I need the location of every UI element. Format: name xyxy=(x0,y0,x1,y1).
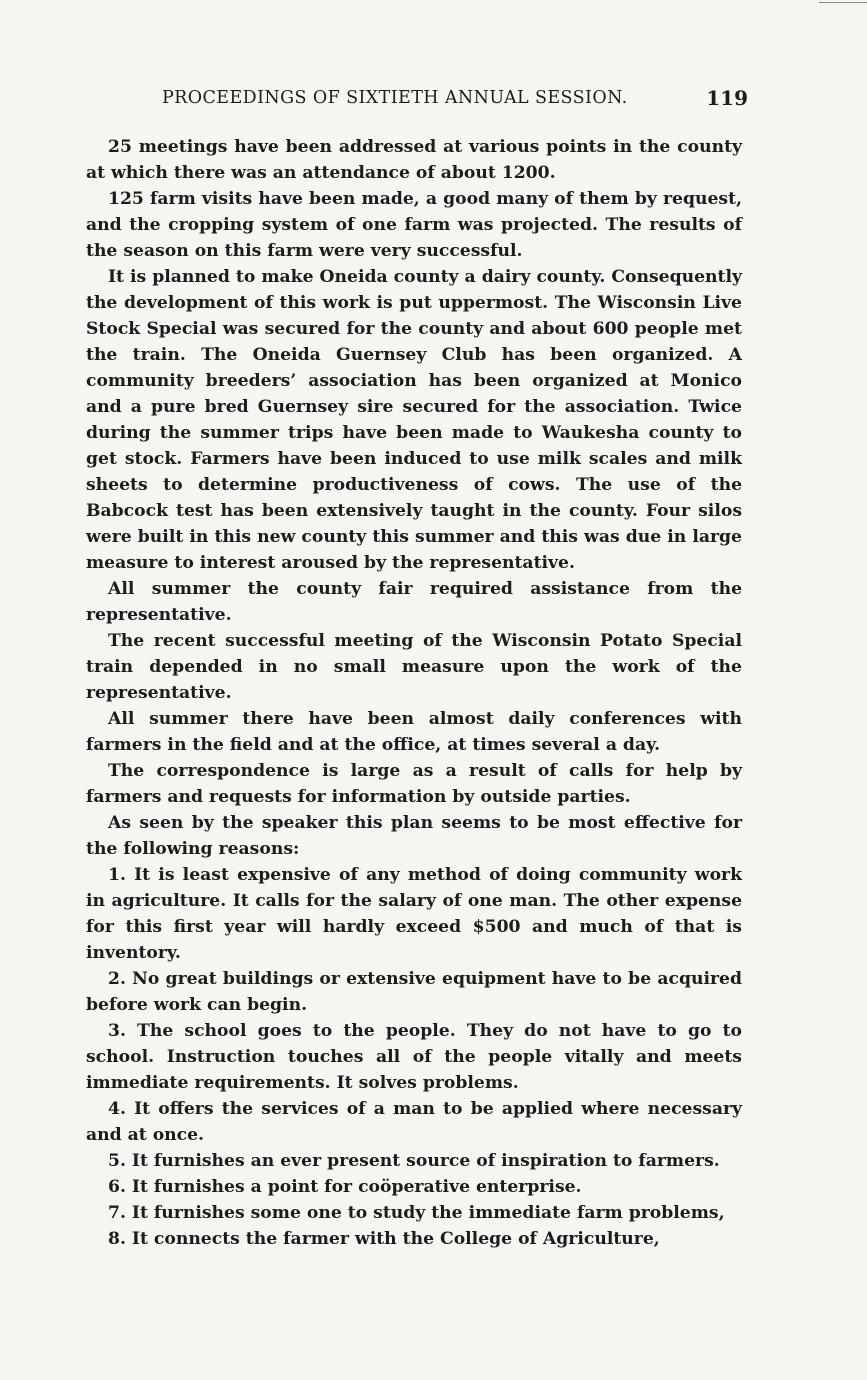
list-item: 1. It is least expensive of any method of doing community work in agriculture. It calls for the salary of one man. The other expense for this first year will hardly exceed $500 and much of that is inventory. xyxy=(86,865,742,963)
page-edge-rule xyxy=(819,2,867,3)
page-header xyxy=(86,84,748,116)
paragraph: 125 farm visits have been made, a good many of them by request, and the cropping system of one farm was projected. The results of the season on this farm were very successful. xyxy=(86,189,742,261)
list-item: 7. It furnishes some one to study the immediate farm problems, xyxy=(108,1203,725,1223)
list-item: 5. It furnishes an ever present source of inspiration to farmers. xyxy=(108,1151,720,1171)
body-text xyxy=(86,134,742,1252)
list-item: 4. It offers the services of a man to be applied where necessary and at once. xyxy=(86,1099,742,1145)
list-item: 3. The school goes to the people. They do not have to go to school. Instruction touches all of the people vitally and meets immediate requirements. It solves problems. xyxy=(86,1021,742,1093)
paragraph: 25 meetings have been addressed at various points in the county at which there was an attendance of about 1200. xyxy=(86,137,742,183)
list-item: 2. No great buildings or extensive equipment have to be acquired before work can begin. xyxy=(86,969,742,1015)
paragraph: The recent successful meeting of the Wisconsin Potato Special train depended in no small measure upon the work of the representative. xyxy=(86,631,742,703)
document-page xyxy=(86,84,748,1252)
list-item: 6. It furnishes a point for coöperative enterprise. xyxy=(108,1177,582,1197)
paragraph: All summer the county fair required assistance from the representative. xyxy=(86,579,742,625)
paragraph: The correspondence is large as a result of calls for help by farmers and requests for information by outside parties. xyxy=(86,761,742,807)
running-head: PROCEEDINGS OF SIXTIETH ANNUAL SESSION. xyxy=(162,88,628,108)
page-number: 119 xyxy=(706,86,748,110)
paragraph: It is planned to make Oneida county a dairy county. Consequently the development of this work is put uppermost. The Wisconsin Live Stock Special was secured for the county and about 600 people met the train. The Oneida Guernsey Club has been organized. A community breeders’ association has been organized at Monico and a pure bred Guernsey sire secured for the association. Twice during the summer trips have been made to Waukesha county to get stock. Farmers have been induced to use milk scales and milk sheets to determine productiveness of cows. The use of the Babcock test has been extensively taught in the county. Four silos were built in this new county this summer and this was due in large measure to interest aroused by the representative. xyxy=(86,267,742,573)
paragraph: All summer there have been almost daily conferences with farmers in the field and at the office, at times several a day. xyxy=(86,709,742,755)
list-item: 8. It connects the farmer with the College of Agriculture, xyxy=(108,1229,660,1249)
paragraph: As seen by the speaker this plan seems to be most effective for the following reasons: xyxy=(86,813,742,859)
